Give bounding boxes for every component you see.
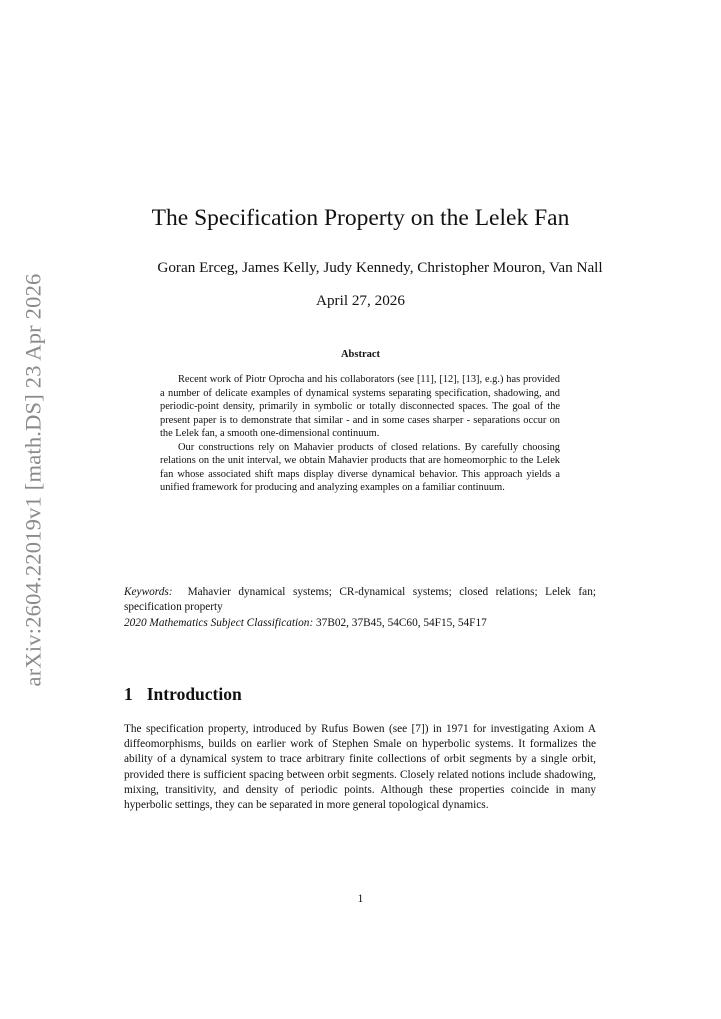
msc-codes: 37B02, 37B45, 54C60, 54F15, 54F17 xyxy=(316,616,487,629)
section-heading xyxy=(124,684,242,705)
abstract-paragraph: Recent work of Piotr Oprocha and his collaborators (see [11], [12], [13], e.g.) has provided a number of delicate examples of dynamical systems separating specification, shadowing, and periodic-point density, primarily in symbolic or totally disconnected spaces. The goal of the present paper is to demonstrate that similar - and in some cases sharper - separations occur on the Lelek fan, a smooth one-dimensional continuum. xyxy=(160,374,560,439)
page-number: 1 xyxy=(357,893,364,905)
section-number: 1 xyxy=(124,684,133,704)
author-list: Goran Erceg, James Kelly, Judy Kennedy, Christopher Mouron, Van Nall xyxy=(157,259,603,276)
abstract-body xyxy=(160,373,560,495)
abstract-paragraph: Our constructions rely on Mahavier products of closed relations. By carefully choosing relations on the unit interval, we obtain Mahavier products that are homeomorphic to the Lelek fan whose associated shift maps display diverse dynamical behavior. This approach yields a unified framework for producing and analyzing examples on a familiar continuum. xyxy=(160,441,560,493)
section-title-text: Introduction xyxy=(146,684,242,704)
arxiv-identifier-text: arXiv:2604.22019v1 [math.DS] 23 Apr 2026 xyxy=(20,273,45,687)
paper-date: April 27, 2026 xyxy=(315,292,405,309)
msc-label: 2020 Mathematics Subject Classification: xyxy=(124,616,314,629)
arxiv-identifier-stamp xyxy=(10,273,56,687)
keywords-line xyxy=(124,585,596,616)
paper-title: The Specification Property on the Lelek Fan xyxy=(151,205,570,231)
keywords-text: Mahavier dynamical systems; CR-dynamical systems; closed relations; Lelek fan; specification property xyxy=(124,586,596,614)
keywords-block xyxy=(124,585,596,631)
introduction-paragraph: The specification property, introduced by Rufus Bowen (see [7]) in 1971 for investigating Axiom A diffeomorphisms, builds on earlier work of Stephen Smale on hyperbolic systems. It formalizes the ability of a dynamical system to trace arbitrary finite collections of orbit segments by a single orbit, provided there is sufficient spacing between orbit segments. Closely related notions include shadowing, mixing, transitivity, and density of periodic points. Although these properties coincide in many hyperbolic settings, they can be separated in more general topological dynamics. xyxy=(124,723,596,812)
keywords-label: Keywords: xyxy=(124,586,173,598)
abstract-heading: Abstract xyxy=(340,349,381,360)
msc-line xyxy=(124,616,596,631)
